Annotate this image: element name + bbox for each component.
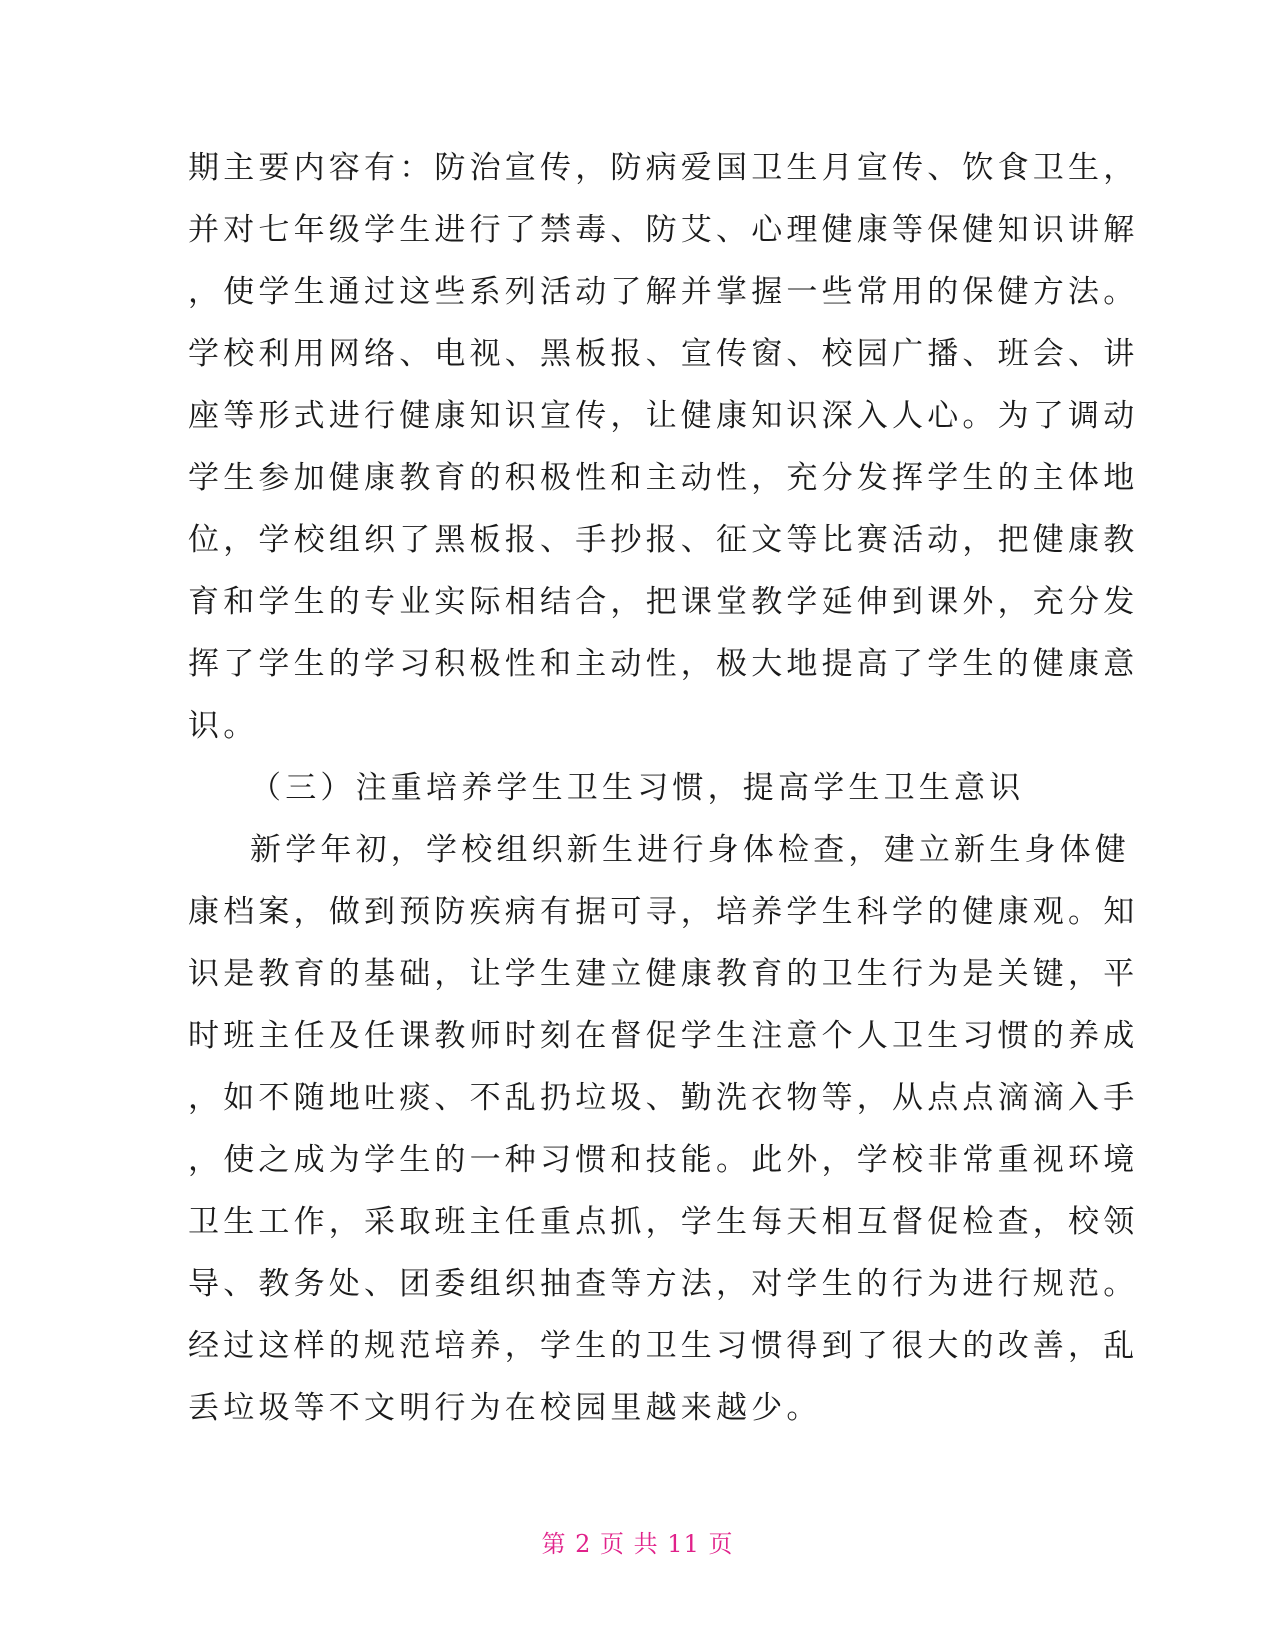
- body-text-line: 学校利用网络、电视、黑板报、宣传窗、校园广播、班会、讲: [188, 336, 1139, 372]
- body-text-line: ，使学生通过这些系列活动了解并掌握一些常用的保健方法。: [188, 274, 1139, 310]
- body-text-line: ，使之成为学生的一种习惯和技能。此外，学校非常重视环境: [188, 1142, 1139, 1178]
- body-text-line: 时班主任及任课教师时刻在督促学生注意个人卫生习惯的养成: [188, 1018, 1139, 1054]
- section-heading: （三）注重培养学生卫生习惯，提高学生卫生意识: [250, 770, 1025, 806]
- body-text-line: 丢垃圾等不文明行为在校园里越来越少。: [188, 1390, 822, 1426]
- body-text-line: ，如不随地吐痰、不乱扔垃圾、勤洗衣物等，从点点滴滴入手: [188, 1080, 1139, 1116]
- body-text-line: 导、教务处、团委组织抽查等方法，对学生的行为进行规范。: [188, 1266, 1139, 1302]
- body-text-line: 并对七年级学生进行了禁毒、防艾、心理健康等保健知识讲解: [188, 212, 1139, 248]
- body-text-line: 育和学生的专业实际相结合，把课堂教学延伸到课外，充分发: [188, 584, 1139, 620]
- body-text-line: 新学年初，学校组织新生进行身体检查，建立新生身体健: [250, 832, 1130, 868]
- body-text-line: 经过这样的规范培养，学生的卫生习惯得到了很大的改善，乱: [188, 1328, 1139, 1364]
- body-text-line: 卫生工作，采取班主任重点抓，学生每天相互督促检查，校领: [188, 1204, 1139, 1240]
- body-text-line: 识是教育的基础，让学生建立健康教育的卫生行为是关键，平: [188, 956, 1139, 992]
- body-text-line: 期主要内容有：防治宣传，防病爱国卫生月宣传、饮食卫生，: [188, 150, 1139, 186]
- body-text-line: 学生参加健康教育的积极性和主动性，充分发挥学生的主体地: [188, 460, 1139, 496]
- body-text-line: 康档案，做到预防疾病有据可寻，培养学生科学的健康观。知: [188, 894, 1139, 930]
- body-text-line: 座等形式进行健康知识宣传，让健康知识深入人心。为了调动: [188, 398, 1139, 434]
- body-text-line: 识。: [188, 708, 259, 744]
- body-text-line: 位，学校组织了黑板报、手抄报、征文等比赛活动，把健康教: [188, 522, 1139, 558]
- body-text-line: 挥了学生的学习积极性和主动性，极大地提高了学生的健康意: [188, 646, 1139, 682]
- page-number-footer: 第 2 页 共 11 页: [541, 1530, 734, 1558]
